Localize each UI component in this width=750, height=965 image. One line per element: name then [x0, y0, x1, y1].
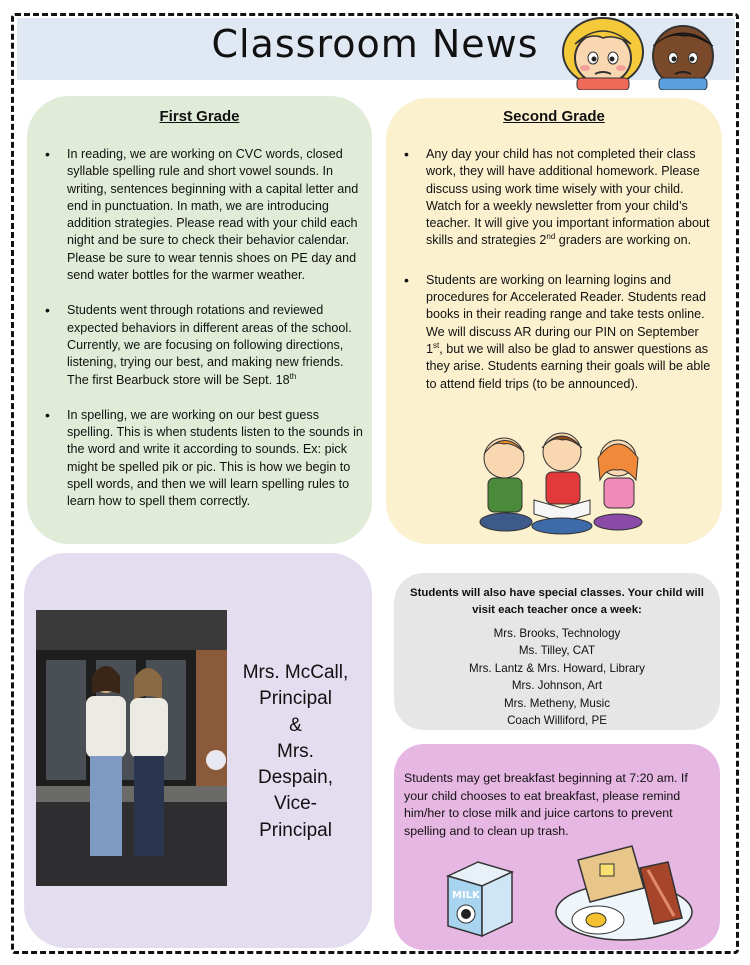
- principal-line: Principal: [259, 819, 332, 841]
- list-item: • Students went through rotations and reviewed expected behaviors in different areas of the school. Currently, we are focusing on following directions, listening, trying our best, and making new friends. The first Bearbuck store will be Sept. 18th: [37, 302, 367, 388]
- list-item: Ms. Tilley, CAT: [518, 644, 596, 658]
- list-item: • In reading, we are working on CVC words, closed syllable spelling rule and short vowel sounds. In writing, sentences beginning with a capital letter and end in punctuation. In math, we are introducing addition strategies. Please read with your child each night and be sure to check their behavior calendar. Please be sure to wear tennis shoes on PE day and send water bottles for the warmer weather.: [37, 146, 367, 284]
- teacher-list: [394, 625, 720, 729]
- breakfast-panel: [394, 744, 720, 950]
- kids-cartoon-icon: [555, 16, 735, 90]
- special-classes-panel: [394, 573, 720, 730]
- svg-text:MILK: MILK: [452, 890, 480, 901]
- list-item: Mrs. Brooks, Technology: [493, 627, 621, 640]
- milk-carton-icon: [438, 856, 518, 940]
- second-grade-title: Second Grade: [503, 108, 605, 125]
- list-item: • In spelling, we are working on our best guess spelling. This is when students listen to the sounds in the word and write it according to sounds. Ex: pick might be spelled pik or pic. This is how we begin to spell words, and then we will learn spelling rules to learn how to spell them correctly.: [37, 407, 367, 511]
- list-item: Coach Williford, PE: [507, 714, 607, 728]
- principal-line: Despain,: [258, 767, 333, 789]
- list-item: Mrs. Johnson, Art: [511, 679, 603, 693]
- list-item: Mrs. Lantz & Mrs. Howard, Library: [469, 661, 645, 675]
- principal-line: Mrs.: [277, 740, 314, 762]
- principal-line: &: [289, 714, 302, 736]
- list-item: • Students are working on learning logins and procedures for Accelerated Reader. Students read books in their reading range and take tests online. We will discuss AR during our PIN on September 1st, but we will also be glad to answer questions as they arise. Students earning their goals will be able to attend field trips (to be announced).: [396, 272, 714, 393]
- reading-kids-icon: [476, 428, 646, 536]
- first-grade-title: First Grade: [159, 108, 240, 125]
- principals-photo: [36, 610, 227, 886]
- first-grade-list: [37, 146, 367, 529]
- special-classes-heading: Students will also have special classes. Your child will visit each teacher once a week:: [410, 587, 704, 616]
- breakfast-plate-icon: [548, 840, 696, 944]
- principal-line: Vice-: [274, 793, 317, 815]
- list-item: Mrs. Metheny, Music: [503, 696, 611, 710]
- first-grade-panel: [27, 96, 372, 544]
- breakfast-text: Students may get breakfast beginning at 7:20 am. If your child chooses to eat breakfast, please remind him/her to close milk and juice cartons to prevent spelling and to clean up trash.: [404, 771, 688, 838]
- principal-line: Mrs. McCall,: [242, 662, 349, 683]
- second-grade-list: [396, 146, 714, 411]
- list-item: • Any day your child has not completed their class work, they will have additional homework. Please discuss using work time wisely with your child. Watch for a weekly newsletter from your child’s teacher. It will give you important information about skills and strategies 2nd graders are working on.: [396, 146, 714, 250]
- principals-names: [233, 660, 358, 844]
- page-title: Classroom News: [211, 22, 539, 66]
- second-grade-panel: [386, 98, 722, 544]
- principal-line: Principal: [259, 688, 332, 710]
